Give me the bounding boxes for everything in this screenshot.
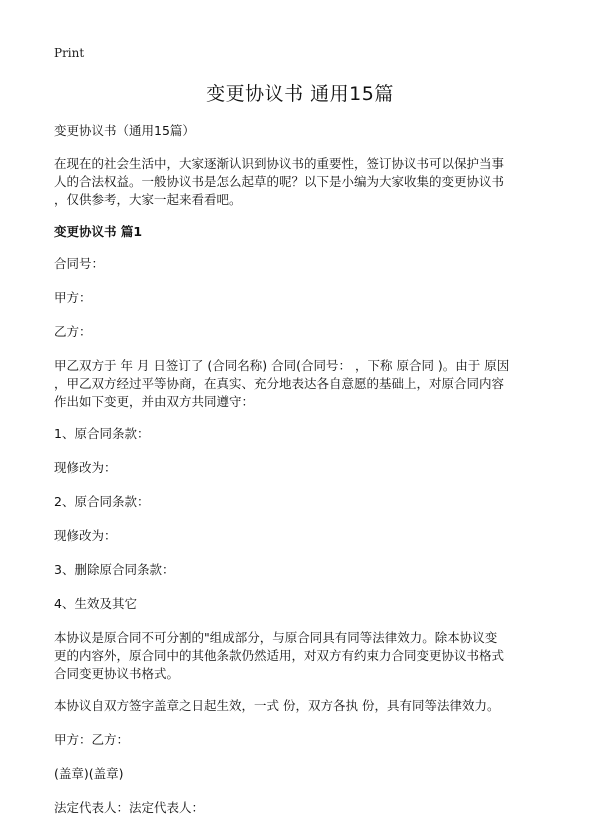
section-heading: 变更协议书 篇1 (54, 224, 143, 239)
effective-paragraph: 本协议自双方签字盖章之日起生效，一式 份，双方各执 份，具有同等法律效力。 (54, 698, 500, 713)
agreement-paragraph: 甲乙双方于 年 月 日签订了 (合同名称) 合同(合同号： ，下称 原合同 )。由于 原因 ，甲乙双方经过平等协商，在真实、充分地表达各自意愿的基础上，对原合同内容 作出如下变更，并由双方共同遵守： (54, 358, 510, 409)
clause-4: 4、生效及其它 (54, 596, 137, 611)
document-title: 变更协议书 通用15篇 (206, 83, 394, 105)
contract-number-line: 合同号： (54, 256, 105, 271)
inseparable-paragraph: 本协议是原合同不可分割的"组成部分，与原合同具有同等法律效力。除本协议变 更的内容外，原合同中的其他条款仍然适用，对双方有约束力合同变更协议书格式 合同变更协议书格式。 (54, 630, 505, 681)
clause-1: 1、原合同条款： (54, 426, 150, 441)
print-link[interactable]: Print (54, 46, 85, 60)
clause-2: 2、原合同条款： (54, 494, 150, 509)
party-a-line: 甲方： (54, 290, 92, 305)
legal-representative-line: 法定代表人：法定代表人： (54, 800, 205, 815)
clause-3: 3、删除原合同条款： (54, 562, 175, 577)
intro-paragraph: 在现在的社会生活中，大家逐渐认识到协议书的重要性，签订协议书可以保护当事 人的合法权益。一般协议书是怎么起草的呢？以下是小编为大家收集的变更协议书 ，仅供参考，大家一起来看看吧。 (54, 156, 505, 207)
amendment-2: 现修改为： (54, 528, 117, 543)
parties-signature-line: 甲方：乙方： (54, 732, 130, 747)
document-subtitle: 变更协议书（通用15篇） (54, 123, 195, 138)
document-body (54, 122, 554, 833)
party-b-line: 乙方： (54, 324, 92, 339)
seal-line: (盖章)(盖章) (54, 766, 124, 781)
amendment-1: 现修改为： (54, 460, 117, 475)
